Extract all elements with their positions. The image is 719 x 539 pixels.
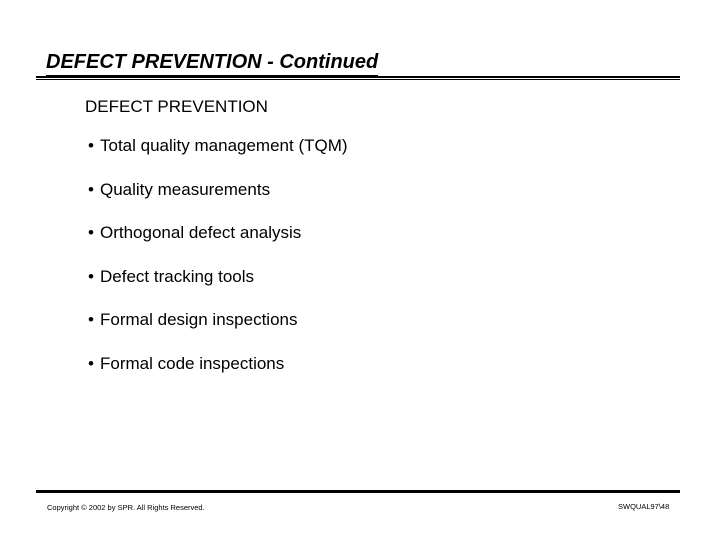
bullet-mark: • [88,136,94,155]
bullet-text: Total quality management (TQM) [100,136,348,155]
bullet-text: Orthogonal defect analysis [100,223,302,242]
bullet-text: Quality measurements [100,179,271,199]
bullet-mark: • [88,353,94,373]
bullet-item [88,222,348,266]
footer-divider [36,490,680,493]
bullet-mark: • [88,266,94,286]
bullet-item [88,266,348,310]
bullet-item [88,135,348,179]
slide-code: SWQUAL97\48 [618,502,670,511]
bullet-text: Formal design inspections [100,310,298,329]
section-heading: DEFECT PREVENTION [85,97,268,116]
copyright-notice: Copyright © 2002 by SPR. All Rights Reserved. [47,503,205,512]
bullet-mark: • [88,223,94,242]
title-divider [36,76,680,80]
bullet-list [88,135,348,396]
bullet-mark: • [88,179,94,199]
bullet-item [88,353,348,397]
slide-title: DEFECT PREVENTION - Continued [46,51,378,77]
bullet-mark: • [88,310,94,329]
bullet-text: Defect tracking tools [100,266,255,286]
bullet-item [88,179,348,223]
bullet-item [88,309,348,353]
bullet-text: Formal code inspections [100,353,285,373]
